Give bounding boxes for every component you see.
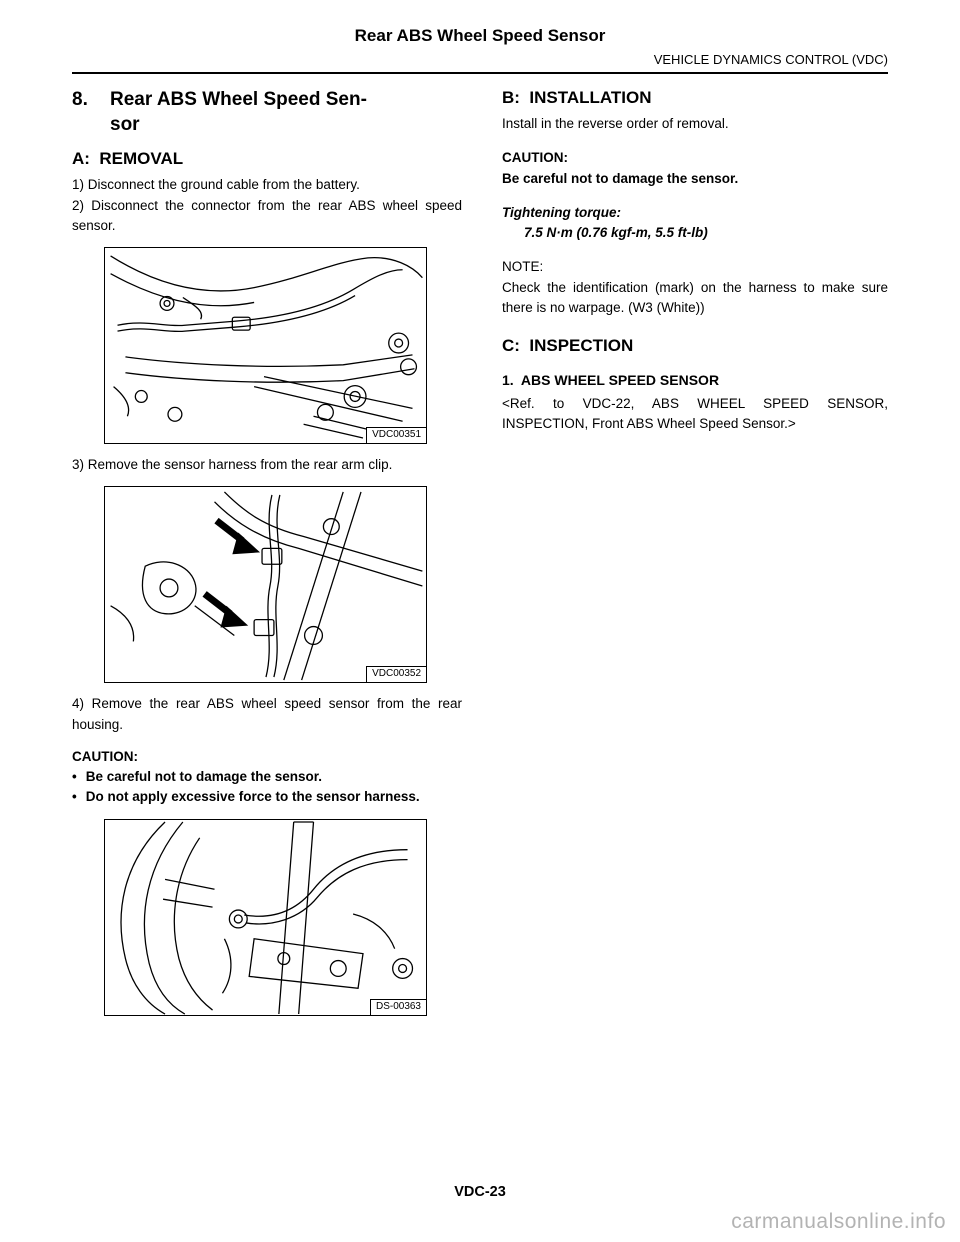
bullet-icon: • — [72, 769, 77, 785]
torque-heading: Tightening torque: — [502, 204, 621, 220]
reference-text: <Ref. to VDC-22, ABS WHEEL SPEED SENSOR, INSPECTION, Front ABS Wheel Speed Sensor.> — [502, 396, 888, 432]
section-heading-8 — [72, 88, 462, 137]
caution-bullet-1 — [72, 767, 462, 787]
section-title — [110, 88, 462, 137]
note-heading: NOTE: — [502, 259, 544, 275]
caution-text-right: Be careful not to damage the sensor. — [502, 170, 739, 186]
heading-abs-wheel-speed-sensor: 1. ABS WHEEL SPEED SENSOR — [502, 372, 720, 388]
figure-label: VDC00351 — [366, 427, 426, 443]
caution-bullet-2 — [72, 787, 462, 807]
heading-installation: B: INSTALLATION — [502, 88, 652, 107]
removal-step-2: 2) Disconnect the connector from the rear ABS wheel speed sensor. — [72, 197, 462, 233]
heading-removal: A: REMOVAL — [72, 149, 184, 169]
heading-inspection: C: INSPECTION — [502, 336, 634, 355]
page-number: VDC-23 — [454, 1184, 506, 1200]
section-number: 8. — [72, 89, 88, 110]
figure-ds00363 — [104, 819, 427, 1016]
page-header-title: Rear ABS Wheel Speed Sensor — [354, 26, 606, 45]
right-column — [502, 88, 888, 435]
figure-label: DS-00363 — [370, 999, 426, 1015]
removal-step-3: 3) Remove the sensor harness from the rear arm clip. — [72, 457, 393, 473]
caution-bullet-2-text: Do not apply excessive force to the sensor harness. — [85, 789, 420, 805]
section-title-line1: Rear ABS Wheel Speed Sen- — [110, 89, 367, 110]
note-text: Check the identification (mark) on the harness to make sure there is no warpage. (W3 (White)) — [502, 279, 888, 315]
bullet-icon: • — [72, 789, 77, 805]
figure-ds00363-line-art — [105, 820, 426, 1015]
installation-text: Install in the reverse order of removal. — [502, 116, 729, 131]
watermark-text: carmanualsonline.info — [731, 1210, 946, 1233]
page-header-subtitle: VEHICLE DYNAMICS CONTROL (VDC) — [653, 52, 888, 67]
harness-clip-arrows — [205, 521, 260, 628]
caution-heading-right: CAUTION: — [502, 150, 568, 166]
caution-bullet-1-text: Be careful not to damage the sensor. — [85, 769, 323, 785]
figure-vdc00351-line-art — [105, 248, 426, 443]
figure-label: VDC00352 — [366, 666, 426, 682]
section-title-line2: sor — [110, 113, 140, 135]
figure-vdc00351 — [104, 247, 427, 444]
removal-step-1: 1) Disconnect the ground cable from the battery. — [72, 177, 360, 193]
header-divider — [72, 72, 888, 74]
caution-heading-left: CAUTION: — [72, 748, 138, 764]
left-column — [72, 88, 462, 1027]
figure-vdc00352 — [104, 486, 427, 683]
figure-vdc00352-line-art — [105, 487, 426, 682]
torque-value: 7.5 N·m (0.76 kgf-m, 5.5 ft-lb) — [524, 225, 708, 240]
removal-step-4: 4) Remove the rear ABS wheel speed sensor from the rear housing. — [72, 696, 462, 732]
